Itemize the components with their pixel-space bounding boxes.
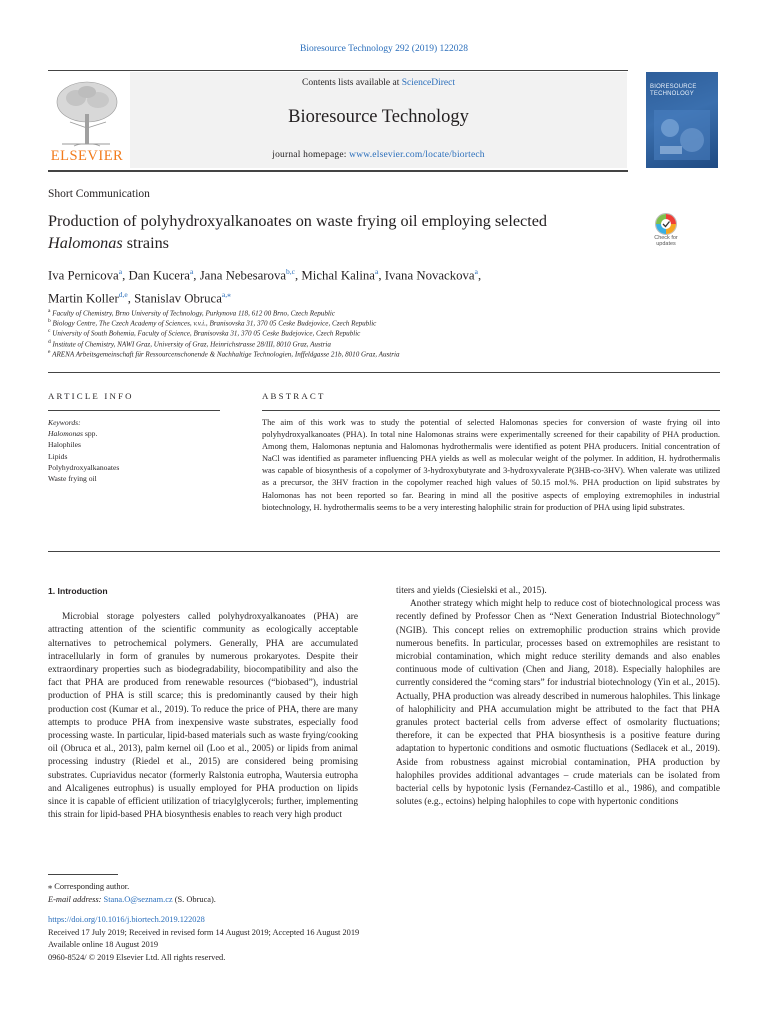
author[interactable]: Ivana Novackova — [384, 268, 475, 283]
abstract-text: The aim of this work was to study the potential of selected Halomonas species for conversion of waste frying oil into polyhydroxyalkanoates (PHA). In total nine Halomonas strains were experimentally screened for their capability of PHA production. Among them, Halomonas neptunia and Halomonas hydrothermalis were identified as potent PHA producers. Initial concentration of NaCl was identified as parameter influencing PHA yields as well as molecular weight of the polymer. In addition, H. hydrothermalis was capable of biosynthesis of a copolymer of 3-hydroxybutyrate and 3-hydroxyvalerate P(3HB-co-3HV). When valerate was utilized as a precursor, the 3HV fraction in the copolymer reached high values of 50.15 mol.%. PHA production on lipid substrates by Halomonas has not been reported so far. Bearing in mind all the positive aspects of employing extremophiles in industrial biotechnology, H. hydrothermalis seems to be a very interesting halophilic strain for production of PHA using lipid substrates. — [262, 418, 720, 512]
paragraph: titers and yields (Ciesielski et al., 2015). — [396, 586, 547, 596]
article-type: Short Communication — [48, 188, 150, 200]
affiliation: $^e$ ARENA Arbeitsgemeinschaft für Ressourcenschonende & Nachhaltige Technologien, Inffeldgasse 21b, 8010 Graz, Austria — [48, 349, 400, 359]
article-info-heading: ARTICLE INFO — [48, 391, 134, 401]
header-top-rule — [48, 70, 628, 71]
elsevier-wordmark: ELSEVIER — [50, 148, 124, 164]
author-list: Iva Pernicova$^a$, Dan Kucera$^a$, Jana Nebesarova$^{b,c}$, Michal Kalina$^a$, Ivana Novackova$^a$, Martin Koller$^{d,e}$, Stanislav Obruca$^{a,⁎}$ — [48, 267, 482, 306]
body-left-column — [48, 585, 358, 822]
crossmark-label: Check for updates — [654, 235, 678, 247]
corresponding-author-note: ⁎ Corresponding author. — [48, 882, 130, 891]
author[interactable]: Dan Kucera — [128, 268, 190, 283]
keyword: Waste frying oil — [48, 474, 97, 484]
author[interactable]: Michal Kalina — [301, 268, 375, 283]
doi-link[interactable]: https://doi.org/10.1016/j.biortech.2019.122028 — [48, 915, 205, 924]
header-bottom-rule — [48, 170, 628, 172]
article-title: Production of polyhydroxyalkanoates on waste frying oil employing selected Halomonas strains — [48, 212, 548, 252]
elsevier-tree-logo — [48, 78, 126, 148]
paragraph: Microbial storage polyesters called polyhydroxyalkanoates (PHA) are attracting attention of the scientific community as ecologically acceptable alternatives to petrochemical polymers. Generally, PHA are accumulated intracellularly in form of granules by numerous prokaryotes. Despite their extraordinary properties such as biodegradability, biocompatibility and also the fact that PHA are produced from renewable resources (“biobased”), industrial production of PHA is still scarce; this is predominantly caused by their high production cost (Kumar et al., 2019). To reduce the price of PHA, there are many attempts to produce PHA from inexpensive waste substrates, especially food processing waste. In particular, lipid-based materials such as waste frying/cooking oil (Obruca et al., 2013), palm kernel oil (Loo et al., 2005) or lipids from animal processing industry (Riedel et al., 2015) are considered being promising substrates. Cupriavidus necator (formerly Ralstonia eutropha, Wautersia eutropha and Alcaligenes eutrophus) is usually employed for PHA production on lipids since it is capable of efficient utilization of triacylglycerols; further, implementing this strain for lipid-based PHA biosynthesis enables to reach very high product — [48, 612, 358, 821]
copyright: 0960-8524/ © 2019 Elsevier Ltd. All rights reserved. — [48, 953, 226, 962]
footnote-rule — [48, 874, 118, 875]
abstract-rule — [262, 410, 720, 411]
keywords-label: Keywords: — [48, 418, 81, 427]
homepage-link[interactable]: www.elsevier.com/locate/biortech — [349, 150, 485, 160]
author[interactable]: Iva Pernicova — [48, 268, 119, 283]
journal-homepage: journal homepage: www.elsevier.com/locate/biortech — [272, 150, 485, 160]
info-top-rule — [48, 372, 720, 373]
sciencedirect-link[interactable]: ScienceDirect — [401, 78, 455, 88]
journal-title: Bioresource Technology — [288, 107, 469, 127]
received-dates: Received 17 July 2019; Received in revised form 14 August 2019; Accepted 16 August 2019 — [48, 928, 360, 937]
section-heading: 1. Introduction — [48, 586, 108, 596]
contents-available: Contents lists available at ScienceDirect — [301, 78, 455, 88]
abstract-bottom-rule — [48, 551, 720, 552]
keywords-block — [48, 417, 218, 484]
check-for-updates-badge[interactable] — [646, 212, 686, 258]
article-info-rule — [48, 410, 220, 411]
cover-title: BIORESOURCE TECHNOLOGY — [650, 84, 697, 97]
keyword: Lipids — [48, 451, 68, 461]
email-note: E-mail address: Stana.O@seznam.cz (S. Obruca). — [48, 895, 216, 904]
author[interactable]: Stanislav Obruca — [134, 291, 222, 306]
crossmark-icon — [646, 212, 686, 236]
affiliation: $^b$ Biology Centre, The Czech Academy of Sciences, v.v.i., Branisovska 31, 370 05 Ceske Budejovice, Czech Republic — [48, 318, 377, 328]
email-link[interactable]: Stana.O@seznam.cz — [103, 895, 173, 904]
abstract-heading: ABSTRACT — [262, 391, 326, 401]
keyword: Halophiles — [48, 440, 81, 450]
journal-citation[interactable]: Bioresource Technology 292 (2019) 122028 — [299, 44, 469, 54]
affiliation: $^a$ Faculty of Chemistry, Brno University of Technology, Purkynova 118, 612 00 Brno, Czech Republic — [48, 308, 335, 318]
author[interactable]: Martin Koller — [48, 291, 119, 306]
affiliation: $^d$ Institute of Chemistry, NAWI Graz, University of Graz, Heinrichstrasse 28/III, 8010 Graz, Austria — [48, 339, 331, 349]
journal-cover-image[interactable] — [646, 72, 718, 168]
cover-artwork — [654, 110, 710, 160]
keyword: Halomonas spp. — [48, 429, 98, 439]
paragraph: Another strategy which might help to reduce cost of biotechnological process was recently defined by Professor Chen as “Next Generation Industrial Biotechnology” (NGIB). This concept relies on extremophilic production strains which provide numerous benefits. In particular, processes based on extremophiles are resistant to microbial contamination, which might reduce sterility demands and also enables continuous mode of cultivation (Chen and Jiang, 2018). Especially halophiles are currently considered the “coming stars” for industrial biotechnology (Yin et al., 2015). Actually, PHA production was already described in numerous halophiles. This linkage of halophilicity and PHA accumulation might be attributed to the fact that PHA granules protect bacterial cells from adverse effect of osmolarity fluctuations; therefore, it can be expected that PHA biosynthesis is a positive feature during adaptation to hypertonic conditions and osmotic fluctuations (Sedlacek et al., 2019). Aside from robustness against microbial contamination, PHA production by halophiles provides additional advantages – crude materials can be isolated from bacterial cells by hypotonic lysis (Fernandez-Castillo et al., 1986), and compatible solutes (e.g., ectoins) helping halophiles to cope with hypertonic conditions — [396, 599, 720, 808]
author[interactable]: Jana Nebesarova — [199, 268, 287, 283]
available-online: Available online 18 August 2019 — [48, 940, 159, 949]
affiliation: $^c$ University of South Bohemia, Faculty of Science, Branisovska 31, 370 05 Ceske Budejovice, Czech Republic — [48, 328, 361, 338]
body-right-column — [396, 585, 720, 809]
keyword: Polyhydroxyalkanoates — [48, 462, 120, 472]
